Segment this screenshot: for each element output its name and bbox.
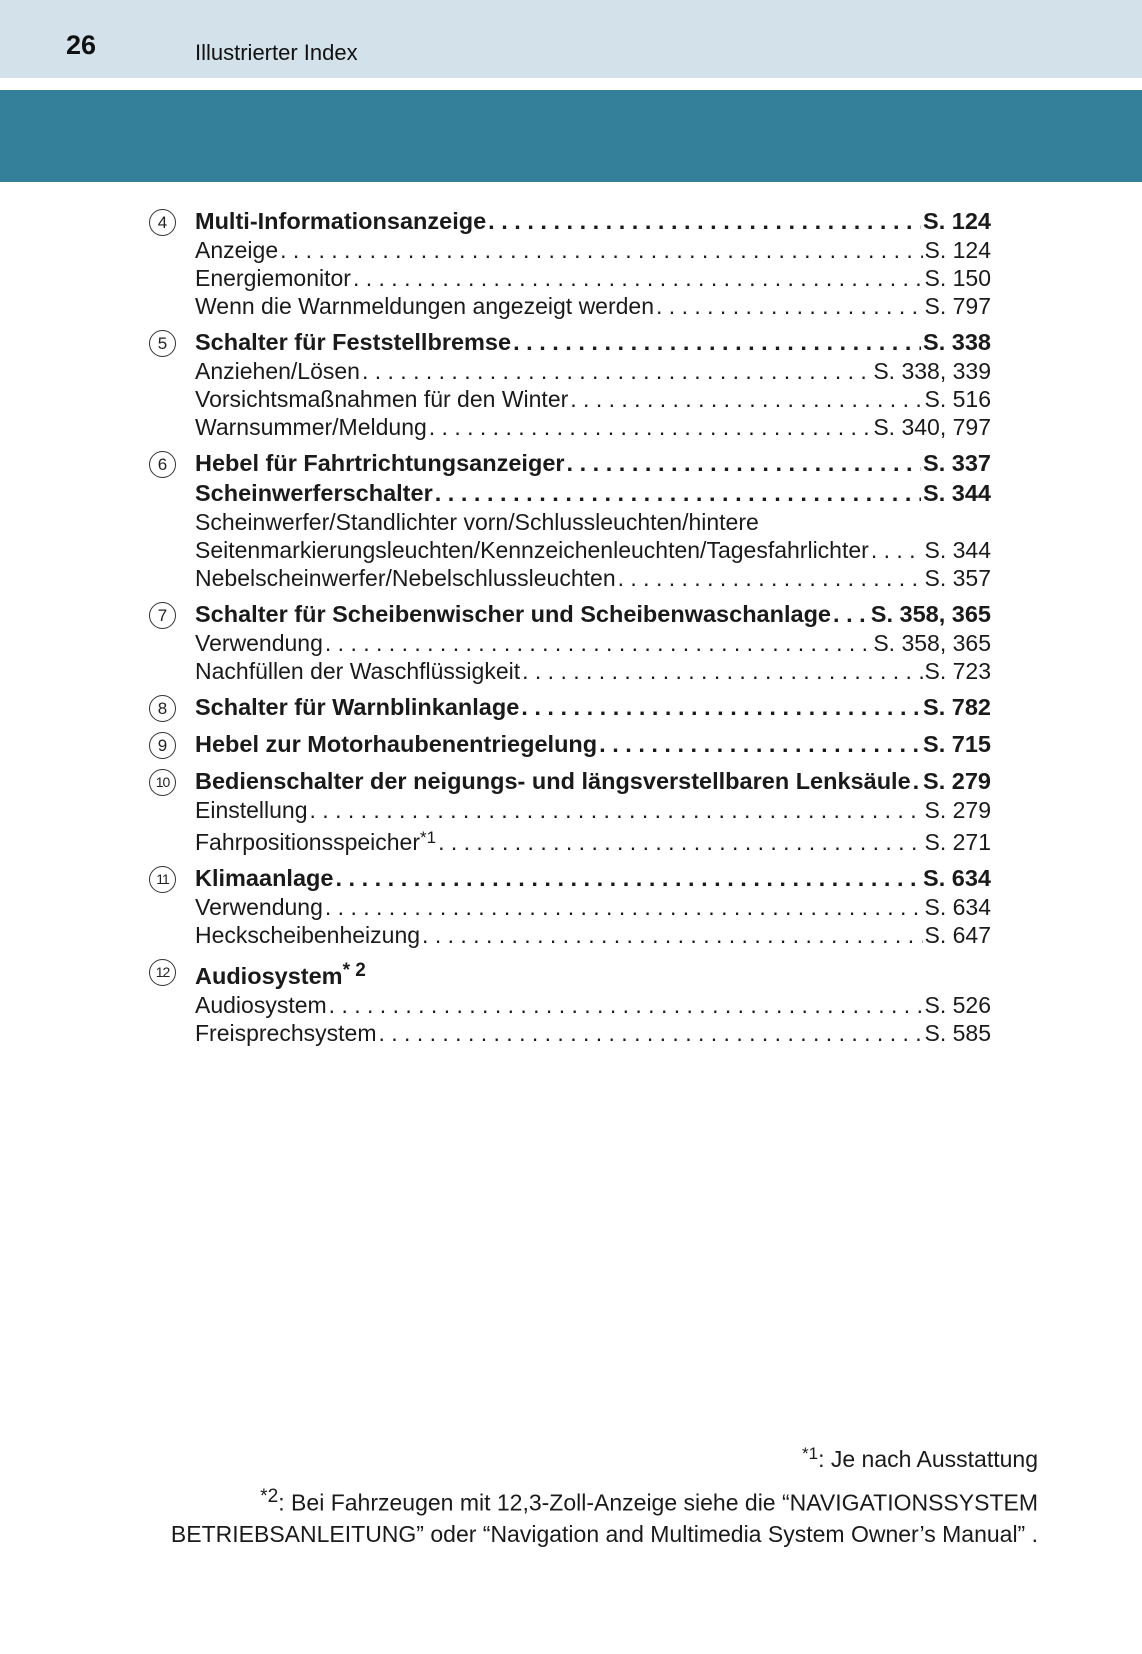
page-ref: S. 150 [924,265,991,291]
entry-text: Nebelscheinwerfer/Nebelschlussleuchten [195,565,616,591]
page-ref: S. 723 [924,658,991,684]
entry-text: Wenn die Warnmeldungen angezeigt werden [195,293,655,319]
item-number-badge: 8 [149,695,176,722]
entry-text: Audiosystem [195,963,343,989]
page-ref: S. 715 [923,731,991,757]
entry-text: Scheinwerferschalter [195,480,433,506]
page-ref: S. 357 [924,565,991,591]
entry-text: Freisprechsystem [195,1020,377,1046]
footnote-marker: *2 [260,1486,279,1507]
entry-text: Energiemonitor [195,265,351,291]
item-number-badge: 7 [149,602,176,629]
index-entry[interactable] [195,991,991,1019]
index-entry-main[interactable] [195,956,991,991]
entry-text: Klimaanlage [195,865,334,891]
page-ref: S. 279 [924,797,991,823]
index-entry[interactable] [195,564,991,592]
page-ref: S. 340, 797 [873,414,991,440]
index-entry[interactable] [195,824,991,856]
page-ref: S. 647 [924,922,991,948]
entry-text: Nachfüllen der Waschflüssigkeit [195,658,521,684]
entry-text: Einstellung [195,797,308,823]
index-entry-main[interactable] [195,599,991,629]
page-ref: S. 271 [924,829,991,855]
entry-text: Hebel für Fahrtrichtungsanzeiger [195,450,565,476]
entry-text: Schalter für Warnblinkanlage [195,694,520,720]
entry-text: Scheinwerfer/Standlichter vorn/Schlussleuchten/hintere [195,509,759,535]
page-ref: S. 124 [924,237,991,263]
index-entry-main[interactable] [195,206,991,236]
index-group [149,766,991,856]
page-ref: S. 782 [923,694,991,720]
item-number-badge: 5 [149,330,176,357]
page-ref: S. 344 [924,537,991,563]
page-ref: S. 797 [924,293,991,319]
entry-text: Hebel zur Motorhaubenentriegelung [195,731,598,757]
page-ref: S. 526 [924,992,991,1018]
footnote-marker: * 2 [342,960,366,981]
page-ref: S. 338, 339 [873,358,991,384]
index-entry[interactable] [195,413,991,441]
section-title: Illustrierter Index [195,40,358,65]
page-ref: S. 358, 365 [873,630,991,656]
index-group [149,863,991,949]
entry-text: Warnsummer/Meldung [195,414,427,440]
index-entry[interactable] [195,629,991,657]
item-number-badge: 10 [149,769,176,796]
page-ref: S. 124 [923,208,991,234]
index-entry-main[interactable] [195,729,991,759]
entry-text: Schalter für Scheibenwischer und Scheibenwaschanlage [195,601,832,627]
entry-text: Multi-Informationsanzeige [195,208,487,234]
index-entry[interactable] [195,357,991,385]
header-accent-bar [0,90,1142,182]
index-group [149,327,991,441]
index-group [149,206,991,320]
page-ref: S. 358, 365 [870,601,991,627]
entry-text: Schalter für Feststellbremse [195,329,512,355]
footnote: $^{*2}$: Bei Fahrzeugen mit 12,3-Zoll-Anzeige siehe die “NAVIGATIONSSYSTEM [260,1486,1038,1516]
index-entry[interactable] [195,657,991,685]
footnotes [171,1438,1038,1550]
page-ref: S. 634 [923,865,991,891]
index-group [149,956,991,1047]
index-entry[interactable] [195,921,991,949]
entry-text: Anziehen/Lösen [195,358,360,384]
index-entry[interactable] [195,264,991,292]
entry-text: Audiosystem [195,992,327,1018]
index-entry[interactable] [195,536,991,564]
index-group [149,692,991,722]
item-number-badge: 12 [149,959,176,986]
footnote-marker: *1 [801,1444,819,1463]
entry-text: Anzeige [195,237,279,263]
index-entry[interactable] [195,385,991,413]
page-ref: S. 338 [923,329,991,355]
index-group [149,599,991,685]
index-entry[interactable] [195,236,991,264]
index-entry-main[interactable] [195,448,991,478]
entry-text: Verwendung [195,630,323,656]
page-ref: S. 585 [924,1020,991,1046]
item-number-badge: 11 [149,866,176,893]
item-number-badge: 9 [149,732,176,759]
page-ref: S. 344 [923,480,991,506]
page-number: 26 [66,30,97,60]
page-ref: S. 279 [923,768,991,794]
index-list [149,206,991,1054]
index-group [149,448,991,592]
footnote-marker: *1 [420,828,437,847]
index-group [149,729,991,759]
entry-text: Bedienschalter der neigungs- und längsverstellbaren Lenksäule [195,768,911,794]
index-entry[interactable] [195,1019,991,1047]
index-entry[interactable] [195,292,991,320]
index-entry-main[interactable] [195,327,991,357]
page-ref: S. 337 [923,450,991,476]
item-number-badge: 6 [149,451,176,478]
index-entry-main[interactable] [195,863,991,893]
page-ref: S. 634 [924,894,991,920]
index-entry[interactable] [195,796,991,824]
index-entry-continued [195,508,991,536]
entry-text: Fahrpositionsspeicher [195,829,421,855]
footnote: $^{*1}$: Je nach Ausstattung [801,1444,1038,1472]
index-entry-main[interactable] [195,692,991,722]
page-ref: S. 516 [924,386,991,412]
entry-text: Seitenmarkierungsleuchten/Kennzeichenleuchten/Tagesfahrlichter [195,537,869,563]
header-bar [0,0,1142,78]
item-number-badge: 4 [149,209,176,236]
index-entry-main[interactable] [195,766,991,796]
index-entry[interactable] [195,893,991,921]
entry-text: Vorsichtsmaßnahmen für den Winter [195,386,569,412]
entry-text: Heckscheibenheizung [195,922,421,948]
entry-text: Verwendung [195,894,323,920]
index-entry-main[interactable] [195,478,991,508]
footnote-continued: BETRIEBSANLEITUNG” oder “Navigation and Multimedia System Owner’s Manual” . [170,1520,1038,1547]
